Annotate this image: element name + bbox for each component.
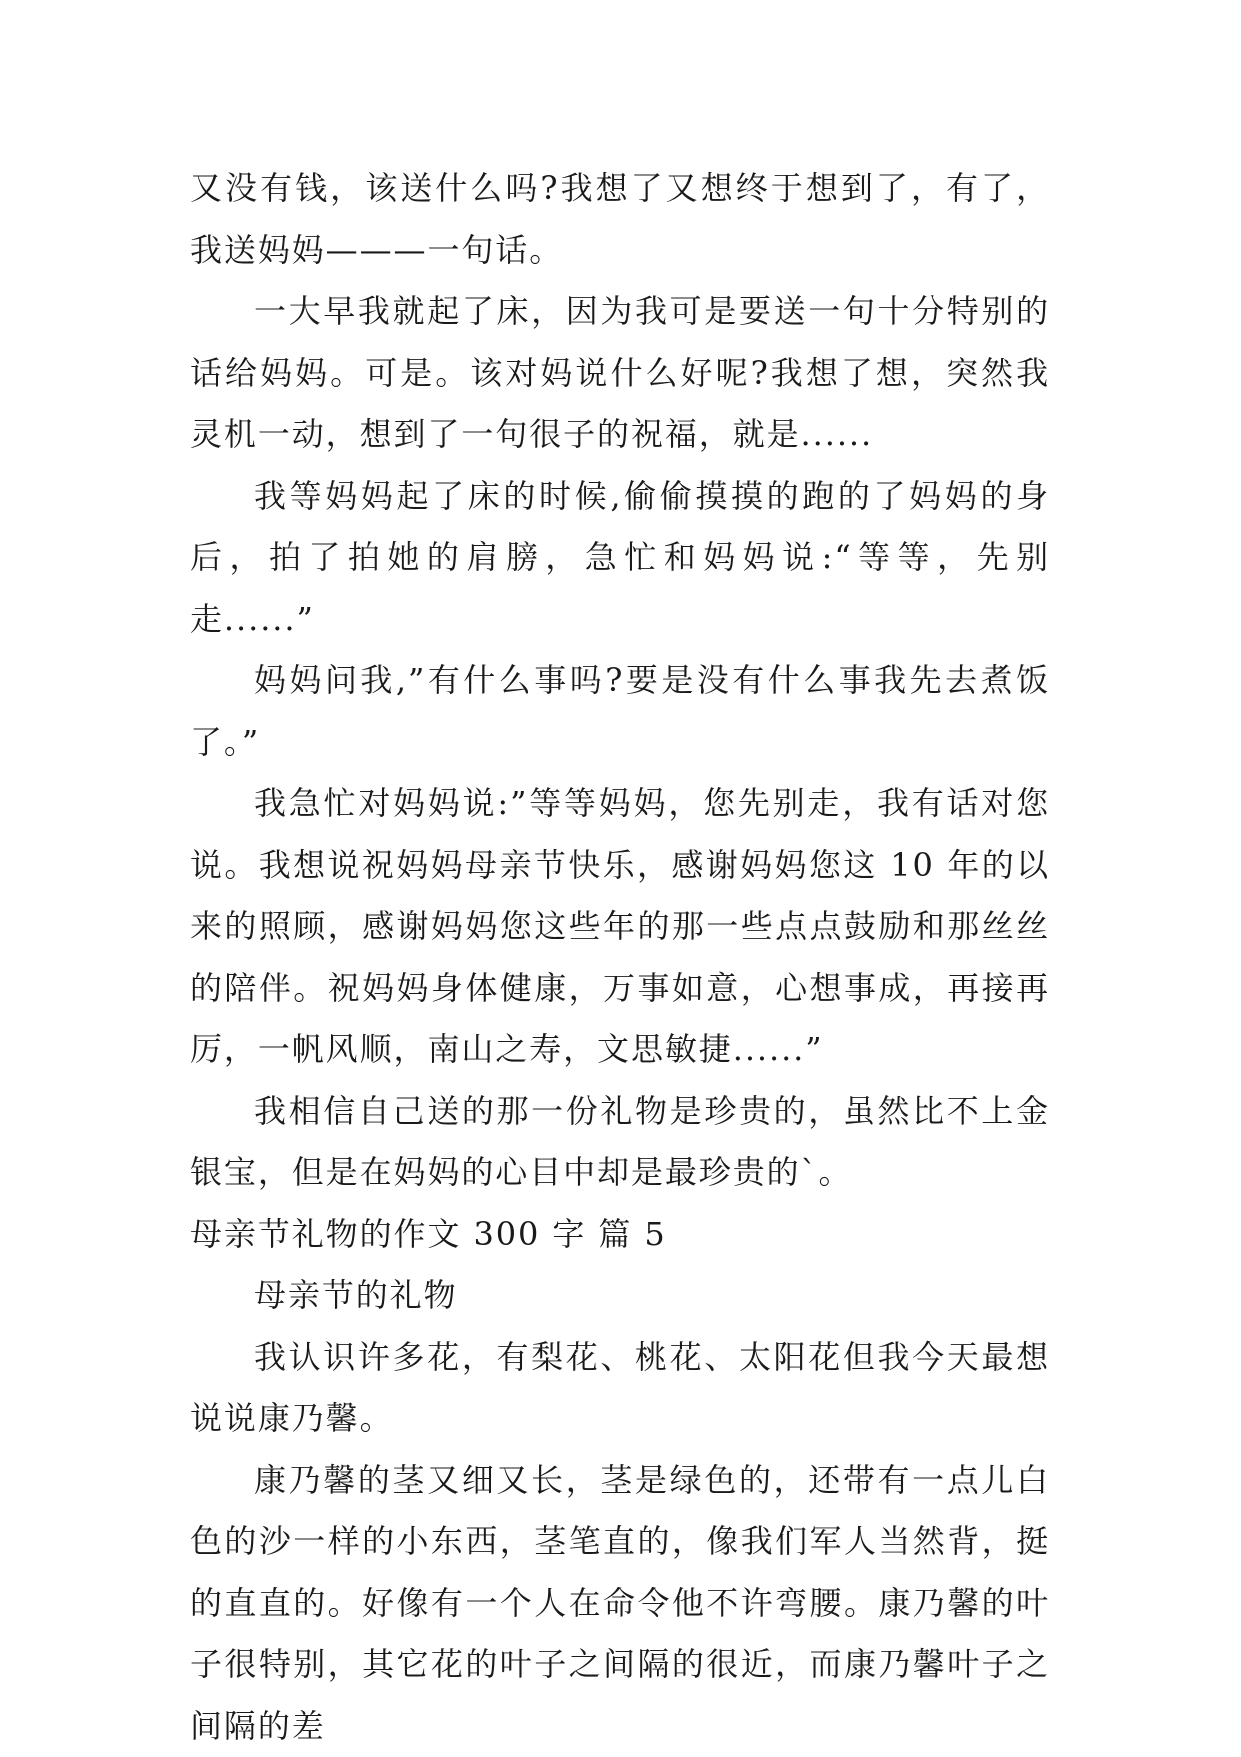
paragraph: 康乃馨的茎又细又长，茎是绿色的，还带有一点儿白色的沙一样的小东西，茎笔直的，像我们军人当然背，挺的直直的。好像有一个人在命令他不许弯腰。康乃馨的叶子很特别，其它花的叶子之间隔的很近，而康乃馨叶子之间隔的差 [190, 1450, 1050, 1757]
paragraph: 我相信自己送的那一份礼物是珍贵的，虽然比不上金银宝，但是在妈妈的心目中却是最珍贵的`。 [190, 1081, 1050, 1204]
paragraph: 我认识许多花，有梨花、桃花、太阳花但我今天最想说说康乃馨。 [190, 1327, 1050, 1450]
paragraph: 一大早我就起了床，因为我可是要送一句十分特别的话给妈妈。可是。该对妈说什么好呢?我想了想，突然我灵机一动，想到了一句很子的祝福，就是...... [190, 281, 1050, 466]
section-heading: 母亲节礼物的作文 300 字 篇 5 [190, 1204, 1050, 1266]
paragraph: 我急忙对妈妈说:”等等妈妈，您先别走，我有话对您说。我想说祝妈妈母亲节快乐，感谢妈妈您这 10 年的以来的照顾，感谢妈妈您这些年的那一些点点鼓励和那丝丝的陪伴。祝妈妈身体健康，万事如意，心想事成，再接再厉，一帆风顺，南山之寿，文思敏捷......” [190, 773, 1050, 1081]
essay-title: 母亲节的礼物 [190, 1265, 1050, 1327]
paragraph: 妈妈问我,”有什么事吗?要是没有什么事我先去煮饭了。” [190, 650, 1050, 773]
paragraph: 我等妈妈起了床的时候,偷偷摸摸的跑的了妈妈的身后，拍了拍她的肩膀，急忙和妈妈说:“等等，先别走......” [190, 466, 1050, 651]
document-body [190, 158, 1050, 1757]
paragraph: 又没有钱，该送什么吗?我想了又想终于想到了，有了，我送妈妈———一句话。 [190, 158, 1050, 281]
